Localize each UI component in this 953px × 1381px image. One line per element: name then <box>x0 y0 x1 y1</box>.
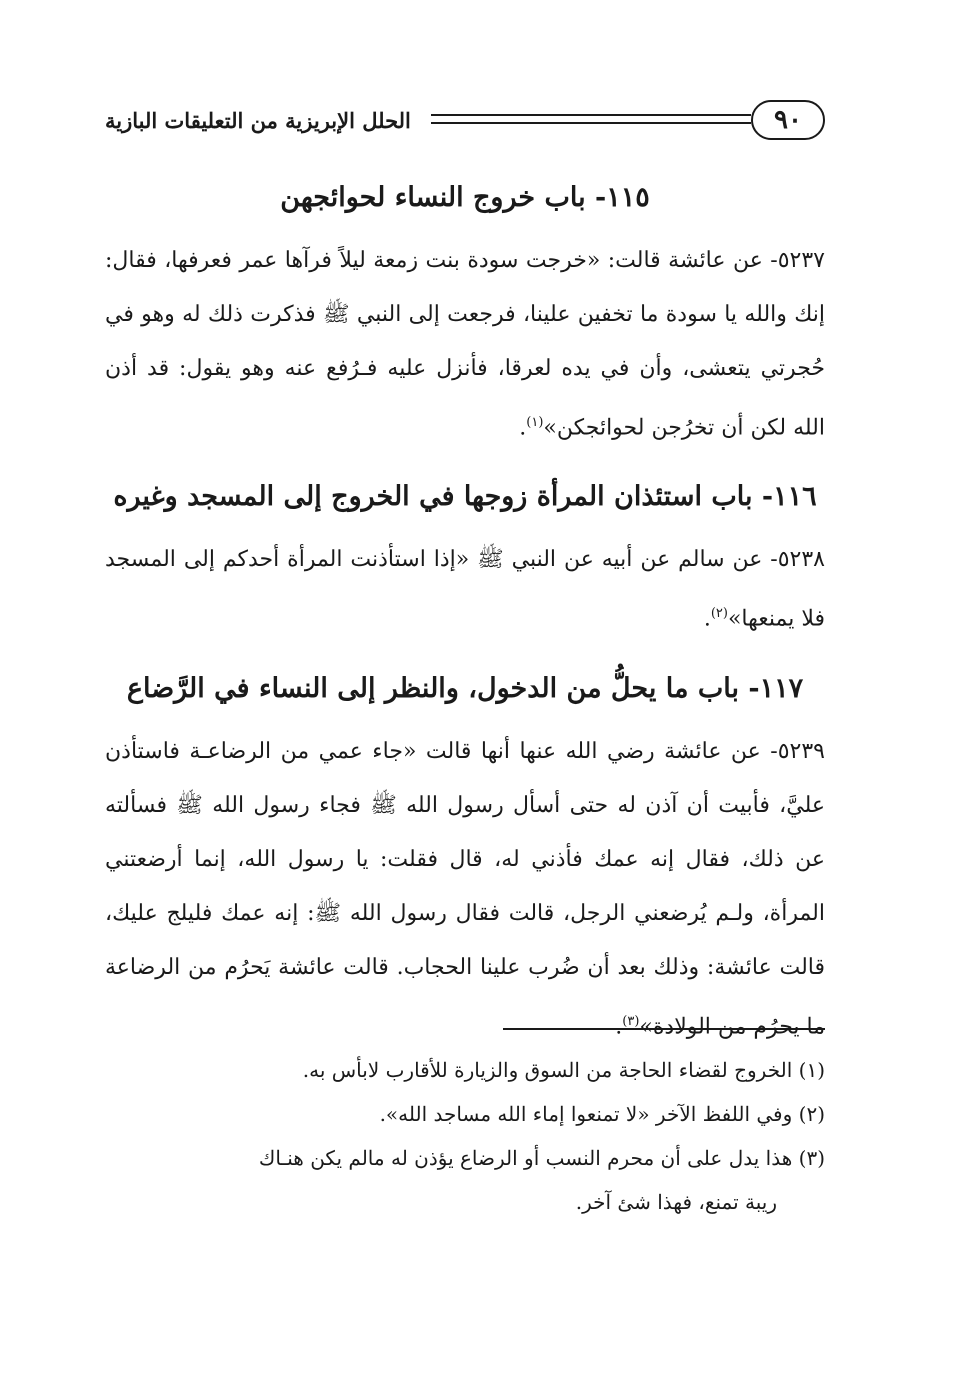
hadith-5238: ٥٢٣٨- عن سالم عن أبيه عن النبي ﷺ «إذا استأذنت المرأة أحدكم إلى المسجد فلا يمنعها»$^{(٢)}$. <box>105 547 825 632</box>
footnote-separator <box>503 1028 825 1030</box>
footnote-ref: (١) <box>526 415 544 430</box>
chapter-heading-117: ١١٧- باب ما يحلُّ من الدخول، والنظر إلى النساء في الرَّضاع <box>126 672 804 704</box>
hadith-5239: ٥٢٣٩- عن عائشة رضي الله عنها أنها قالت «جاء عمي من الرضاعـة فاستأذن عليَّ، فأبيت أن آذن له حتى أسأل رسول الله ﷺ فجاء رسول الله ﷺ فسألته عن ذلك، فقال إنه عمك فأذني له، قال فقلت: يا رسول الله، إنما أرضعتني المرأة، ولـم يُرضعني الرجل، قالت فقال رسول الله ﷺ: إنه عمك فليلج عليك، قالت عائشة: وذلك بعد أن ضُرب علينا الحجاب. قالت عائشة يَحرُم من الرضاعة ما يحرُم من الولادة»$^{(٣)}$. <box>105 738 825 1039</box>
page-number: ٩٠ <box>751 100 825 140</box>
footnotes <box>105 1048 825 1224</box>
page-body <box>105 176 825 1054</box>
footnote-ref: (٢) <box>710 606 728 622</box>
footnote-3: (٣) هذا يدل على أن محرم النسب أو الرضاع يؤذن له مالم يكن هنـاك <box>258 1146 825 1170</box>
running-title: الحلل الإبريزية من التعليقات البازية <box>105 108 411 133</box>
footnote-ref: (٣) <box>622 1013 640 1029</box>
footnote-2: (٢) وفي اللفظ الآخر «لا تمنعوا إماء الله مساجد الله». <box>379 1102 825 1126</box>
chapter-heading-115: ١١٥- باب خروج النساء لحوائجهن <box>280 182 650 213</box>
hadith-5237: ٥٢٣٧- عن عائشة قالت: «خرجت سودة بنت زمعة ليلاً فرآها عمر فعرفها، فقال: إنك والله يا سودة ما تخفين علينا، فرجعت إلى النبي ﷺ فذكرت ذلك له وهو في حُجرتي يتعشى، وأن في يده لعرقا، فأنزل عليه فـرُفع عنه وهو يقول: قد أذن الله لكن أن تخرُجن لحوائجكن»$^{(١)}$. <box>105 248 825 441</box>
chapter-heading-116: ١١٦- باب استئذان المرأة زوجها في الخروج إلى المسجد وغيره <box>113 481 817 513</box>
footnote-1: (١) الخروج لقضاء الحاجة من السوق والزيارة للأقارب لابأس به. <box>302 1058 825 1082</box>
page-header <box>105 98 825 154</box>
header-double-rule <box>431 114 751 124</box>
hadith-text: ٥٢٣٧- عن عائشة قالت: «خرجت سودة بنت زمعة ليلاً فرآها عمر فعرفها، فقال: إنك والله يا سودة ما تخفين علينا، فرجعت إلى النبي ﷺ فذكرت ذلك له وهو في حُجرتي يتعشى، وأن في يده لعرقا، فأنزل عليه فـرُفع عنه وهو يقول: قد أذن الله لكن أن تخرُجن لحوائجكن» <box>105 248 825 441</box>
footnote-3-continuation: ريبة تمنع، فهذا شئ آخر. <box>575 1190 777 1214</box>
hadith-text: ٥٢٣٨- عن سالم عن أبيه عن النبي ﷺ «إذا استأذنت المرأة أحدكم إلى المسجد فلا يمنعها» <box>105 547 825 632</box>
hadith-text: ٥٢٣٩- عن عائشة رضي الله عنها أنها قالت «جاء عمي من الرضاعـة فاستأذن عليَّ، فأبيت أن آذن له حتى أسأل رسول الله ﷺ فجاء رسول الله ﷺ فسألته عن ذلك، فقال إنه عمك فأذني له، قال فقلت: يا رسول الله، إنما أرضعتني المرأة، ولـم يُرضعني الرجل، قالت فقال رسول الله ﷺ: إنه عمك فليلج عليك، قالت عائشة: وذلك بعد أن ضُرب علينا الحجاب. قالت عائشة يَحرُم من الرضاعة ما يحرُم من الولادة» <box>105 738 825 1039</box>
